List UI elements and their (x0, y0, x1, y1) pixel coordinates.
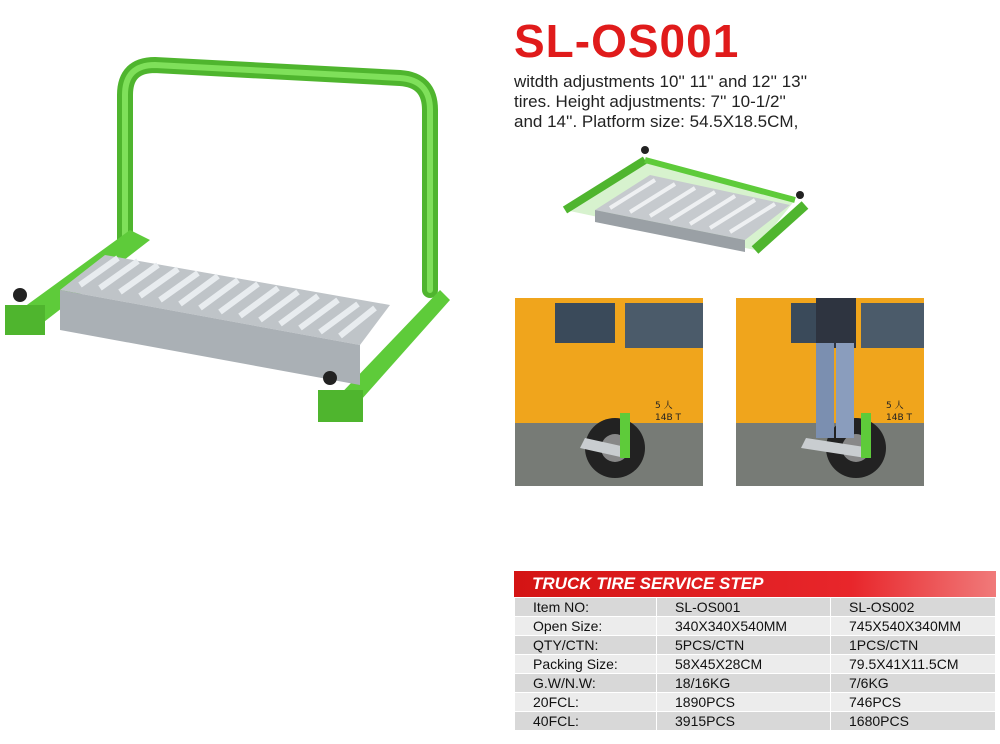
table-row (515, 655, 996, 674)
table-cell: Item NO: (515, 598, 657, 617)
table-row (515, 617, 996, 636)
large-product-image (0, 40, 480, 440)
table-cell: 20FCL: (515, 693, 657, 712)
table-cell: 745X540X340MM (831, 617, 996, 636)
truck-photo-step-in-use (736, 298, 924, 486)
truck-text: 14B T (655, 413, 681, 423)
product-title: SL-OS001 (514, 15, 740, 67)
table-row (515, 598, 996, 617)
table-cell: Open Size: (515, 617, 657, 636)
small-product-image (555, 140, 815, 290)
table-cell: 1680PCS (831, 712, 996, 731)
table-row (515, 674, 996, 693)
table-cell: 340X340X540MM (657, 617, 831, 636)
spec-table (514, 571, 996, 731)
truck-text: 5 人 (655, 401, 673, 411)
table-row (515, 712, 996, 731)
table-cell: 18/16KG (657, 674, 831, 693)
description-line: and 14''. Platform size: 54.5X18.5CM, (514, 112, 799, 131)
truck-text: 14B T (886, 413, 912, 423)
truck-text: 5 人 (886, 401, 904, 411)
table-cell: G.W/N.W: (515, 674, 657, 693)
table-cell: SL-OS001 (657, 598, 831, 617)
description-line: witdth adjustments 10'' 11'' and 12'' 13'' (514, 72, 808, 91)
table-cell: 5PCS/CTN (657, 636, 831, 655)
table-cell: 1890PCS (657, 693, 831, 712)
table-cell: 7/6KG (831, 674, 996, 693)
table-cell: QTY/CTN: (515, 636, 657, 655)
spec-table-body (514, 597, 996, 731)
product-description (514, 72, 894, 132)
table-row (515, 693, 996, 712)
table-cell: 58X45X28CM (657, 655, 831, 674)
table-cell: 40FCL: (515, 712, 657, 731)
table-cell: 1PCS/CTN (831, 636, 996, 655)
truck-photo-step-folded (515, 298, 703, 486)
table-cell: SL-OS002 (831, 598, 996, 617)
spec-table-header: TRUCK TIRE SERVICE STEP (514, 571, 996, 597)
table-row (515, 636, 996, 655)
table-cell: 79.5X41X11.5CM (831, 655, 996, 674)
table-cell: Packing Size: (515, 655, 657, 674)
table-cell: 3915PCS (657, 712, 831, 731)
description-line: tires. Height adjustments: 7'' 10-1/2'' (514, 92, 786, 111)
table-cell: 746PCS (831, 693, 996, 712)
